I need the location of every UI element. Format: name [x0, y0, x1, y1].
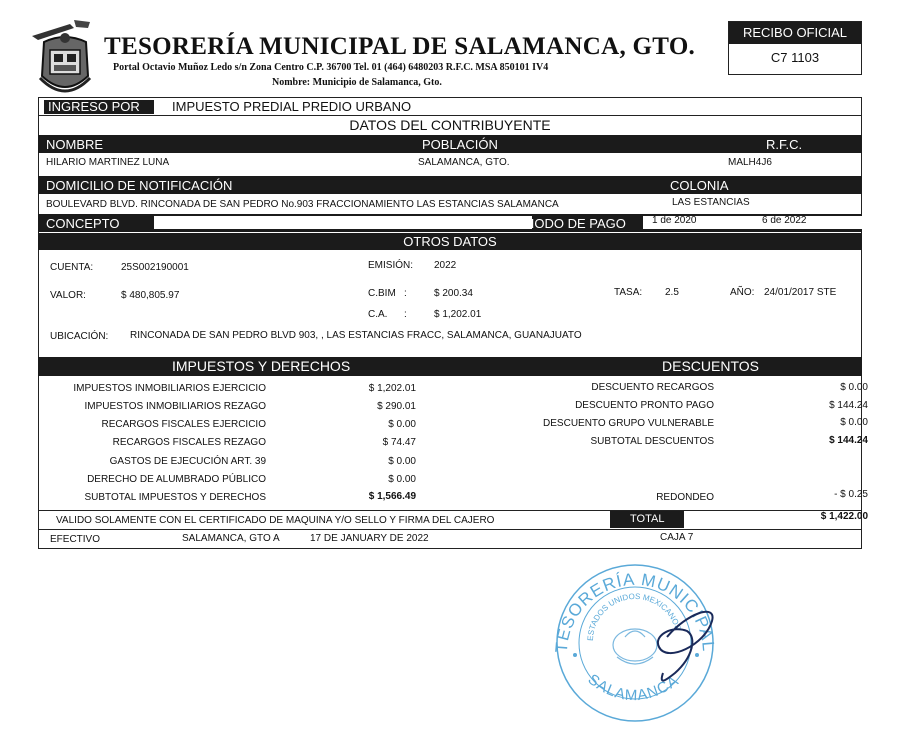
ingreso-value: IMPUESTO PREDIAL PREDIO URBANO	[172, 99, 412, 114]
periodo-desde: 1 de 2020	[652, 215, 697, 226]
anio-value: 24/01/2017 STE	[764, 287, 837, 298]
poblacion-value: SALAMANCA, GTO.	[418, 157, 510, 168]
ubicacion-value: RINCONADA DE SAN PEDRO BLVD 903, , LAS ESTANCIAS FRACC, SALAMANCA, GUANAJUATO	[130, 330, 582, 341]
valor-value: $ 480,805.97	[121, 290, 180, 301]
colonia-value: LAS ESTANCIAS	[672, 197, 750, 208]
frame-left	[38, 97, 39, 549]
concepto-bar	[38, 214, 862, 232]
tasa-label: TASA:	[614, 287, 643, 298]
impuesto-amount: $ 1,202.01	[368, 383, 416, 394]
cuenta-value: 25S002190001	[121, 262, 189, 273]
ingreso-label: INGRESO POR	[44, 100, 154, 114]
stamp-bottom-text: SALAMANCA	[584, 670, 683, 705]
concepto-value-box	[154, 216, 532, 229]
impuesto-amount: $ 0.00	[388, 456, 416, 467]
cbim-value: $ 200.34	[434, 288, 473, 299]
otros-title: OTROS DATOS	[38, 233, 862, 250]
descuento-label: DESCUENTO PRONTO PAGO	[575, 400, 714, 411]
impuesto-label: RECARGOS FISCALES EJERCICIO	[101, 419, 266, 430]
impuesto-label: IMPUESTOS INMOBILIARIOS REZAGO	[84, 401, 266, 412]
descuento-amount: $ 0.00	[840, 382, 868, 393]
impuesto-label: GASTOS DE EJECUCIÓN ART. 39	[109, 456, 266, 467]
impuesto-amount: $ 0.00	[388, 419, 416, 430]
nombre-value: HILARIO MARTINEZ LUNA	[46, 157, 170, 168]
impuesto-label: RECARGOS FISCALES REZAGO	[112, 437, 266, 448]
payment-date: 17 DE JANUARY DE 2022	[310, 533, 429, 544]
impuesto-label: DERECHO DE ALUMBRADO PÚBLICO	[87, 474, 266, 485]
receipt-number: C7 1103	[770, 50, 820, 65]
impuestos-title: IMPUESTOS Y DERECHOS	[172, 358, 351, 374]
periodo-label: PERIODO DE PAGO	[504, 216, 626, 231]
impuesto-amount: $ 74.47	[382, 437, 416, 448]
divider	[38, 529, 862, 530]
ca-label: C.A.	[368, 309, 388, 320]
tasa-value: 2.5	[665, 287, 679, 298]
payment-place: SALAMANCA, GTO A	[182, 533, 280, 544]
eagle-emblem-icon	[613, 629, 657, 664]
domicilio-header-bar	[38, 176, 862, 194]
descuentos-title: DESCUENTOS	[662, 358, 759, 374]
issuer-title: TESORERÍA MUNICIPAL DE SALAMANCA, GTO.	[104, 33, 696, 60]
impuesto-label: IMPUESTOS INMOBILIARIOS EJERCICIO	[73, 383, 266, 394]
frame-right	[861, 97, 862, 549]
ca-separator: :	[404, 309, 407, 320]
receipt-box	[728, 21, 862, 75]
cuenta-label: CUENTA:	[50, 262, 94, 273]
rfc-label: R.F.C.	[766, 137, 803, 152]
stamp-outer-text: TESORERÍA MUNICIPAL	[551, 569, 719, 654]
emision-value: 2022	[434, 260, 457, 271]
periodo-hasta: 6 de 2022	[762, 215, 807, 226]
domicilio-label: DOMICILIO DE NOTIFICACIÓN	[46, 178, 233, 193]
issuer-name: Nombre: Municipio de Salamanca, Gto.	[272, 77, 442, 88]
payment-method: EFECTIVO	[50, 534, 101, 545]
official-stamp	[547, 553, 723, 723]
coat-of-arms-logo	[30, 14, 100, 98]
total-label: TOTAL	[610, 511, 684, 528]
anio-label: AÑO:	[730, 287, 755, 298]
validity-note: VALIDO SOLAMENTE CON EL CERTIFICADO DE MAQUINA Y/O SELLO Y FIRMA DEL CAJERO	[56, 515, 495, 526]
impuestos-subtotal-label: SUBTOTAL IMPUESTOS Y DERECHOS	[84, 492, 266, 503]
descuento-label: DESCUENTO RECARGOS	[591, 382, 714, 393]
redondeo-value: - $ 0.25	[834, 489, 868, 500]
impuestos-subtotal-value: $ 1,566.49	[368, 491, 416, 502]
tables-header-bar	[38, 357, 862, 376]
poblacion-label: POBLACIÓN	[422, 137, 498, 152]
frame-top	[38, 97, 862, 98]
colonia-label: COLONIA	[670, 178, 729, 193]
receipt-label: RECIBO OFICIAL	[729, 22, 861, 44]
impuesto-amount: $ 0.00	[388, 474, 416, 485]
divider	[38, 510, 862, 511]
cbim-separator: :	[404, 288, 407, 299]
contribuyente-title: DATOS DEL CONTRIBUYENTE	[349, 117, 551, 133]
ubicacion-label: UBICACIÓN:	[50, 331, 109, 342]
cashier-box: CAJA 7	[660, 532, 694, 543]
cbim-label: C.BIM	[368, 288, 396, 299]
ca-value: $ 1,202.01	[434, 309, 482, 320]
nombre-header-bar	[38, 135, 862, 153]
frame-bottom	[38, 548, 862, 549]
redondeo-label: REDONDEO	[656, 492, 714, 503]
domicilio-value: BOULEVARD BLVD. RINCONADA DE SAN PEDRO No.903 FRACCIONAMIENTO LAS ESTANCIAS SALAMANCA	[46, 199, 559, 210]
emision-label: EMISIÓN:	[368, 260, 414, 271]
valor-label: VALOR:	[50, 290, 86, 301]
total-value: $ 1,422.00	[820, 511, 868, 522]
issuer-address: Portal Octavio Muñoz Ledo s/n Zona Centro C.P. 36700 Tel. 01 (464) 6480203 R.F.C. MSA 850101 IV4	[113, 62, 549, 73]
descuentos-subtotal-label: SUBTOTAL DESCUENTOS	[590, 436, 714, 447]
descuentos-subtotal-value: $ 144.24	[829, 435, 868, 446]
descuento-label: DESCUENTO GRUPO VULNERABLE	[543, 418, 714, 429]
descuento-amount: $ 0.00	[840, 417, 868, 428]
stamp-inner-text: ESTADOS UNIDOS MEXICANOS	[585, 591, 683, 642]
divider	[38, 115, 862, 116]
concepto-label: CONCEPTO	[46, 216, 120, 231]
nombre-label: NOMBRE	[46, 137, 104, 152]
impuesto-amount: $ 290.01	[377, 401, 416, 412]
rfc-value: MALH4J6	[728, 157, 772, 168]
descuento-amount: $ 144.24	[829, 400, 868, 411]
